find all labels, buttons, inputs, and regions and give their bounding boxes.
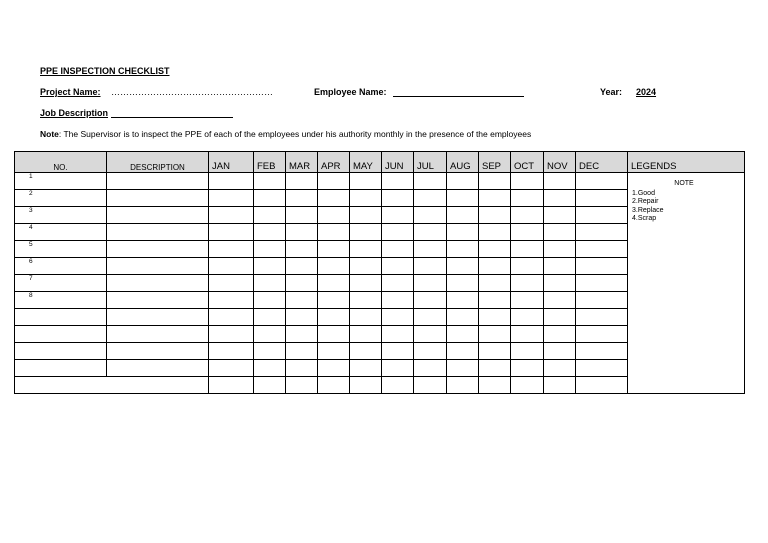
month-cell[interactable]	[209, 190, 254, 207]
month-cell[interactable]	[479, 258, 511, 275]
month-cell[interactable]	[350, 377, 382, 394]
month-cell[interactable]	[447, 275, 479, 292]
month-cell[interactable]	[350, 360, 382, 377]
month-cell[interactable]	[254, 326, 286, 343]
month-cell[interactable]	[447, 258, 479, 275]
month-cell[interactable]	[382, 343, 414, 360]
column-header-no: NO.	[15, 152, 107, 173]
month-cell[interactable]	[350, 258, 382, 275]
month-cell[interactable]	[350, 275, 382, 292]
month-cell[interactable]	[576, 309, 628, 326]
legend-item: 4.Scrap	[632, 215, 657, 222]
month-cell[interactable]	[209, 258, 254, 275]
month-cell[interactable]	[209, 224, 254, 241]
month-cell[interactable]	[576, 292, 628, 309]
row-description-cell[interactable]	[107, 241, 209, 258]
row-number: 4	[15, 224, 107, 241]
month-cell[interactable]	[350, 343, 382, 360]
month-cell[interactable]	[318, 224, 350, 241]
month-cell[interactable]	[254, 173, 286, 190]
month-cell[interactable]	[447, 309, 479, 326]
month-cell[interactable]	[254, 224, 286, 241]
month-cell[interactable]	[414, 343, 447, 360]
column-header-jul: JUL	[414, 152, 447, 173]
month-cell[interactable]	[447, 241, 479, 258]
month-cell[interactable]	[286, 292, 318, 309]
row-number: 1	[15, 173, 107, 190]
month-cell[interactable]	[414, 292, 447, 309]
month-cell[interactable]	[254, 275, 286, 292]
month-cell[interactable]	[350, 190, 382, 207]
row-number: 7	[15, 275, 107, 292]
month-cell[interactable]	[447, 343, 479, 360]
job-description-field[interactable]	[111, 108, 233, 118]
column-header-jan: JAN	[209, 152, 254, 173]
month-cell[interactable]	[447, 190, 479, 207]
month-cell[interactable]	[576, 343, 628, 360]
month-cell[interactable]	[414, 173, 447, 190]
month-cell[interactable]	[286, 309, 318, 326]
month-cell[interactable]	[544, 207, 576, 224]
month-cell[interactable]	[544, 377, 576, 394]
month-cell[interactable]	[414, 190, 447, 207]
month-cell[interactable]	[350, 292, 382, 309]
row-number: 2	[15, 190, 107, 207]
month-cell[interactable]	[286, 377, 318, 394]
month-cell[interactable]	[286, 241, 318, 258]
month-cell[interactable]	[447, 292, 479, 309]
month-cell[interactable]	[414, 360, 447, 377]
month-cell[interactable]	[350, 224, 382, 241]
month-cell[interactable]	[286, 190, 318, 207]
month-cell[interactable]	[318, 309, 350, 326]
month-cell[interactable]	[350, 326, 382, 343]
month-cell[interactable]	[318, 173, 350, 190]
month-cell[interactable]	[382, 360, 414, 377]
month-cell[interactable]	[447, 326, 479, 343]
month-cell[interactable]	[511, 360, 544, 377]
month-cell[interactable]	[414, 377, 447, 394]
month-cell[interactable]	[414, 241, 447, 258]
row-number: 8	[15, 292, 107, 309]
month-cell[interactable]	[544, 224, 576, 241]
month-cell[interactable]	[382, 224, 414, 241]
row-number	[15, 326, 107, 343]
month-cell[interactable]	[318, 207, 350, 224]
month-cell[interactable]	[544, 190, 576, 207]
row-number: 6	[15, 258, 107, 275]
table-row	[15, 173, 745, 190]
month-cell[interactable]	[479, 326, 511, 343]
month-cell[interactable]	[479, 360, 511, 377]
month-cell[interactable]	[254, 190, 286, 207]
row-description-cell[interactable]	[107, 207, 209, 224]
month-cell[interactable]	[318, 343, 350, 360]
month-cell[interactable]	[254, 360, 286, 377]
month-cell[interactable]	[544, 173, 576, 190]
month-cell[interactable]	[576, 207, 628, 224]
month-cell[interactable]	[479, 241, 511, 258]
month-cell[interactable]	[479, 190, 511, 207]
month-cell[interactable]	[479, 377, 511, 394]
month-cell[interactable]	[544, 292, 576, 309]
month-cell[interactable]	[382, 207, 414, 224]
month-cell[interactable]	[382, 326, 414, 343]
month-cell[interactable]	[479, 343, 511, 360]
month-cell[interactable]	[511, 241, 544, 258]
column-header-feb: FEB	[254, 152, 286, 173]
month-cell[interactable]	[209, 377, 254, 394]
month-cell[interactable]	[382, 292, 414, 309]
month-cell[interactable]	[576, 326, 628, 343]
month-cell[interactable]	[544, 326, 576, 343]
month-cell[interactable]	[414, 326, 447, 343]
month-cell[interactable]	[447, 377, 479, 394]
month-cell[interactable]	[447, 207, 479, 224]
note-label: Note	[40, 129, 59, 139]
month-cell[interactable]	[576, 224, 628, 241]
column-header-sep: SEP	[479, 152, 511, 173]
month-cell[interactable]	[414, 224, 447, 241]
employee-name-field[interactable]	[393, 87, 524, 97]
legend-title: NOTE	[674, 180, 694, 187]
month-cell[interactable]	[544, 360, 576, 377]
month-cell[interactable]	[479, 292, 511, 309]
row-description-cell[interactable]	[107, 224, 209, 241]
row-description-cell[interactable]	[107, 258, 209, 275]
table-header-row	[15, 152, 745, 173]
month-cell[interactable]	[479, 275, 511, 292]
month-cell[interactable]	[286, 258, 318, 275]
month-cell[interactable]	[511, 377, 544, 394]
row-description-cell[interactable]	[107, 326, 209, 343]
month-cell[interactable]	[254, 241, 286, 258]
month-cell[interactable]	[382, 309, 414, 326]
month-cell[interactable]	[254, 309, 286, 326]
month-cell[interactable]	[254, 377, 286, 394]
row-number	[15, 343, 107, 360]
month-cell[interactable]	[286, 326, 318, 343]
legend-item: 3.Replace	[632, 206, 664, 214]
month-cell[interactable]	[414, 309, 447, 326]
row-description-cell[interactable]	[107, 173, 209, 190]
column-header-may: MAY	[350, 152, 382, 173]
month-cell[interactable]	[511, 258, 544, 275]
legend-item: 2.Repair	[632, 198, 659, 205]
month-cell[interactable]	[286, 360, 318, 377]
month-cell[interactable]	[544, 343, 576, 360]
month-cell[interactable]	[414, 207, 447, 224]
column-header-description: DESCRIPTION	[107, 152, 209, 173]
month-cell[interactable]	[254, 292, 286, 309]
month-cell[interactable]	[318, 360, 350, 377]
column-header-legends: LEGENDS	[628, 152, 745, 173]
column-header-oct: OCT	[511, 152, 544, 173]
year-label: Year:	[600, 87, 623, 97]
month-cell[interactable]	[511, 173, 544, 190]
page-title: PPE INSPECTION CHECKLIST	[40, 66, 170, 76]
month-cell[interactable]	[479, 309, 511, 326]
month-cell[interactable]	[511, 207, 544, 224]
month-cell[interactable]	[209, 326, 254, 343]
month-cell[interactable]	[209, 309, 254, 326]
month-cell[interactable]	[209, 173, 254, 190]
column-header-nov: NOV	[544, 152, 576, 173]
month-cell[interactable]	[382, 275, 414, 292]
month-cell[interactable]	[576, 241, 628, 258]
month-cell[interactable]	[511, 326, 544, 343]
month-cell[interactable]	[544, 241, 576, 258]
month-cell[interactable]	[286, 173, 318, 190]
row-description-cell[interactable]	[107, 360, 209, 377]
month-cell[interactable]	[286, 275, 318, 292]
month-cell[interactable]	[576, 190, 628, 207]
month-cell[interactable]	[350, 173, 382, 190]
month-cell[interactable]	[479, 207, 511, 224]
month-cell[interactable]	[447, 224, 479, 241]
month-cell[interactable]	[318, 258, 350, 275]
column-header-aug: AUG	[447, 152, 479, 173]
row-description-cell[interactable]	[107, 275, 209, 292]
month-cell[interactable]	[209, 241, 254, 258]
month-cell[interactable]	[382, 173, 414, 190]
month-cell[interactable]	[511, 190, 544, 207]
month-cell[interactable]	[479, 224, 511, 241]
month-cell[interactable]	[350, 241, 382, 258]
month-cell[interactable]	[511, 292, 544, 309]
column-header-dec: DEC	[576, 152, 628, 173]
row-description-cell[interactable]	[107, 343, 209, 360]
month-cell[interactable]	[318, 377, 350, 394]
month-cell[interactable]	[318, 241, 350, 258]
row-number: 5	[15, 241, 107, 258]
row-description-cell[interactable]	[107, 309, 209, 326]
legend-item: 1.Good	[632, 189, 655, 197]
month-cell[interactable]	[209, 275, 254, 292]
month-cell[interactable]	[318, 292, 350, 309]
month-cell[interactable]	[254, 343, 286, 360]
month-cell[interactable]	[479, 173, 511, 190]
month-cell[interactable]	[286, 224, 318, 241]
month-cell[interactable]	[511, 343, 544, 360]
month-cell[interactable]	[318, 275, 350, 292]
month-cell[interactable]	[382, 377, 414, 394]
month-cell[interactable]	[286, 343, 318, 360]
project-name-field[interactable]: ………………………………………………	[111, 87, 273, 97]
month-cell[interactable]	[511, 224, 544, 241]
row-description-cell[interactable]	[107, 292, 209, 309]
month-cell[interactable]	[414, 258, 447, 275]
employee-name-label: Employee Name:	[314, 87, 387, 97]
month-cell[interactable]	[382, 190, 414, 207]
row-number	[15, 360, 107, 377]
month-cell[interactable]	[254, 258, 286, 275]
month-cell[interactable]	[318, 190, 350, 207]
month-cell[interactable]	[576, 360, 628, 377]
month-cell[interactable]	[209, 292, 254, 309]
legends-cell	[628, 173, 745, 394]
month-cell[interactable]	[209, 360, 254, 377]
month-cell[interactable]	[254, 207, 286, 224]
row-cell[interactable]	[15, 377, 209, 394]
month-cell[interactable]	[544, 258, 576, 275]
month-cell[interactable]	[576, 377, 628, 394]
month-cell[interactable]	[447, 173, 479, 190]
month-cell[interactable]	[576, 275, 628, 292]
month-cell[interactable]	[511, 309, 544, 326]
month-cell[interactable]	[544, 309, 576, 326]
month-cell[interactable]	[414, 275, 447, 292]
row-description-cell[interactable]	[107, 190, 209, 207]
month-cell[interactable]	[382, 241, 414, 258]
month-cell[interactable]	[209, 207, 254, 224]
month-cell[interactable]	[544, 275, 576, 292]
month-cell[interactable]	[576, 173, 628, 190]
month-cell[interactable]	[576, 258, 628, 275]
month-cell[interactable]	[382, 258, 414, 275]
inspection-table	[14, 151, 745, 394]
note-text: : The Supervisor is to inspect the PPE of each of the employees under his authority monthly in the presence of the employees	[58, 129, 532, 139]
month-cell[interactable]	[350, 207, 382, 224]
month-cell[interactable]	[318, 326, 350, 343]
month-cell[interactable]	[447, 360, 479, 377]
month-cell[interactable]	[350, 309, 382, 326]
project-name-label: Project Name:	[40, 87, 101, 97]
job-description-label: Job Description	[40, 108, 109, 118]
month-cell[interactable]	[511, 275, 544, 292]
column-header-apr: APR	[318, 152, 350, 173]
column-header-mar: MAR	[286, 152, 318, 173]
month-cell[interactable]	[209, 343, 254, 360]
column-header-jun: JUN	[382, 152, 414, 173]
row-number	[15, 309, 107, 326]
supervisor-note	[40, 129, 531, 139]
year-value[interactable]: 2024	[636, 87, 657, 97]
row-number: 3	[15, 207, 107, 224]
month-cell[interactable]	[286, 207, 318, 224]
